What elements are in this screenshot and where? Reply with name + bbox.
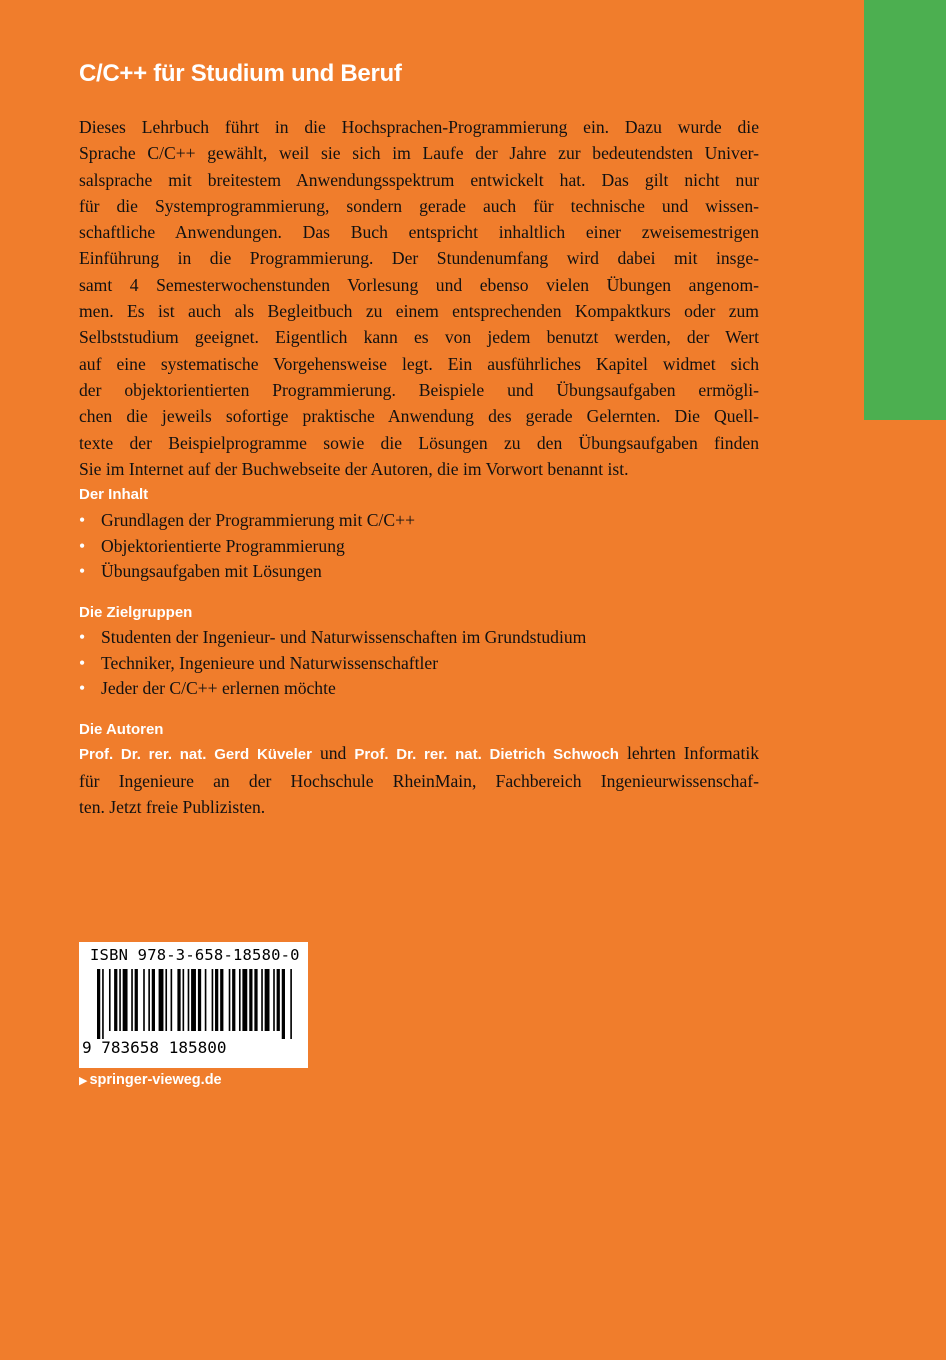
description-line: Sprache C/C++ gewählt, weil sie sich im Laufe der Jahre zur bedeutendsten Univer- (79, 143, 759, 164)
description-line: Dieses Lehrbuch führt in die Hochsprachen-Programmierung ein. Dazu wurde die (79, 117, 759, 137)
description-line: schaftliche Anwendungen. Das Buch entspricht inhaltlich einer zweisemestrigen (79, 222, 759, 243)
barcode-bar (131, 969, 133, 1031)
bullet-icon: • (79, 627, 86, 647)
barcode-bar (273, 969, 275, 1031)
barcode-bar (249, 969, 252, 1031)
author-name: Prof. Dr. rer. nat. Gerd Küveler (79, 746, 312, 763)
barcode-bar (171, 969, 173, 1031)
barcode-bar (159, 969, 164, 1031)
barcode-bar (188, 969, 190, 1031)
inhalt-list (79, 508, 759, 585)
barcode-bar (254, 969, 257, 1031)
green-color-tab (864, 0, 946, 420)
authors-text (79, 740, 759, 820)
barcode-bar (152, 969, 155, 1031)
description-line: Einführung in die Programmierung. Der Stundenumfang wird dabei mit insge- (79, 248, 759, 269)
barcode-bar (109, 969, 111, 1031)
description-line: Sie im Internet auf der Buchwebseite der Autoren, die im Vorwort benannt ist. (79, 458, 629, 479)
authors-line: ten. Jetzt freie Publizisten. (79, 797, 266, 817)
barcode-bar (198, 969, 201, 1031)
zielgruppen-heading: Die Zielgruppen (79, 604, 193, 621)
barcode-bar (191, 969, 196, 1031)
description-line: auf eine systematische Vorgehensweise legt. Ein ausführliches Kapitel widmet sich (79, 353, 759, 374)
barcode-bar (239, 969, 241, 1031)
description-line: der objektorientierten Programmierung. Beispiele und Übungsaufgaben ermögli- (79, 379, 759, 400)
barcode-bar (229, 969, 231, 1031)
barcode-bar (282, 969, 285, 1039)
list-item: • Objektorientierte Programmierung (79, 534, 759, 560)
autoren-heading: Die Autoren (79, 721, 164, 738)
barcode-bar (220, 969, 223, 1031)
barcode-bar (119, 969, 121, 1031)
description-text (79, 114, 759, 482)
book-title: C/C++ für Studium und Beruf (79, 60, 402, 87)
bullet-icon: • (79, 678, 86, 698)
bullet-icon: • (79, 652, 86, 673)
barcode-bar (261, 969, 263, 1031)
bullet-icon: • (79, 510, 86, 530)
barcode-bars (97, 969, 292, 1039)
barcode-bar (165, 969, 167, 1031)
list-item: • Studenten der Ingenieur- und Naturwissenschaften im Grundstudium (79, 625, 759, 651)
barcode-bar (215, 969, 218, 1031)
barcode-bar (148, 969, 150, 1031)
author-name: Prof. Dr. rer. nat. Dietrich Schwoch (354, 746, 619, 763)
bullet-icon: • (79, 561, 86, 581)
barcode-bar (177, 969, 180, 1031)
description-line: für die Systemprogrammierung, sondern gerade auch für technische und wissen- (79, 195, 759, 216)
barcode-bar (183, 969, 185, 1031)
barcode-bar (97, 969, 100, 1039)
barcode-bar (123, 969, 128, 1031)
barcode-bar (277, 969, 280, 1031)
list-item: • Übungsaufgaben mit Lösungen (79, 559, 759, 585)
description-line: samt 4 Semesterwochenstunden Vorlesung und ebenso vielen Übungen angenom- (79, 274, 759, 295)
barcode-digits: 9 783658 185800 (82, 1038, 227, 1057)
description-line: Selbststudium geeignet. Eigentlich kann es von jedem benutzt werden, der Wert (79, 327, 759, 348)
barcode-bar (242, 969, 247, 1031)
barcode-bar (290, 969, 292, 1039)
barcode-bar (265, 969, 270, 1031)
inhalt-heading: Der Inhalt (79, 486, 149, 503)
list-item: • Jeder der C/C++ erlernen möchte (79, 676, 759, 702)
list-item: • Techniker, Ingenieure und Naturwissenschaftler (79, 651, 759, 677)
bullet-icon: • (79, 535, 86, 556)
description-line: chen die jeweils sofortige praktische Anwendung des gerade Gelernten. Die Quell- (79, 406, 759, 427)
publisher-url: springer-vieweg.de (89, 1072, 222, 1088)
list-item: • Grundlagen der Programmierung mit C/C++ (79, 508, 759, 534)
authors-line: für Ingenieure an der Hochschule RheinMain, Fachbereich Ingenieurwissenschaf- (79, 771, 759, 791)
barcode-bar (102, 969, 104, 1039)
description-line: salsprache mit breitestem Anwendungsspektrum entwickelt hat. Das gilt nicht nur (79, 169, 759, 190)
barcode-bar (143, 969, 145, 1031)
barcode-bar (114, 969, 117, 1031)
zielgruppen-list (79, 625, 759, 702)
authors-line: Prof. Dr. rer. nat. Gerd Küveler und Prof. Dr. rer. nat. Dietrich Schwoch lehrten Informatik (79, 743, 760, 763)
barcode-bar (232, 969, 235, 1031)
barcode-bar (135, 969, 138, 1031)
isbn-barcode (79, 942, 308, 1068)
arrow-right-icon: ▶ (79, 1075, 88, 1087)
barcode-bar (205, 969, 207, 1031)
publisher-link[interactable] (79, 1072, 222, 1088)
barcode-bar (212, 969, 214, 1031)
isbn-number: ISBN 978-3-658-18580-0 (90, 946, 300, 964)
description-line: texte der Beispielprogramme sowie die Lösungen zu den Übungsaufgaben finden (79, 432, 759, 453)
description-line: men. Es ist auch als Begleitbuch zu einem entsprechenden Kompaktkurs oder zum (79, 301, 759, 322)
